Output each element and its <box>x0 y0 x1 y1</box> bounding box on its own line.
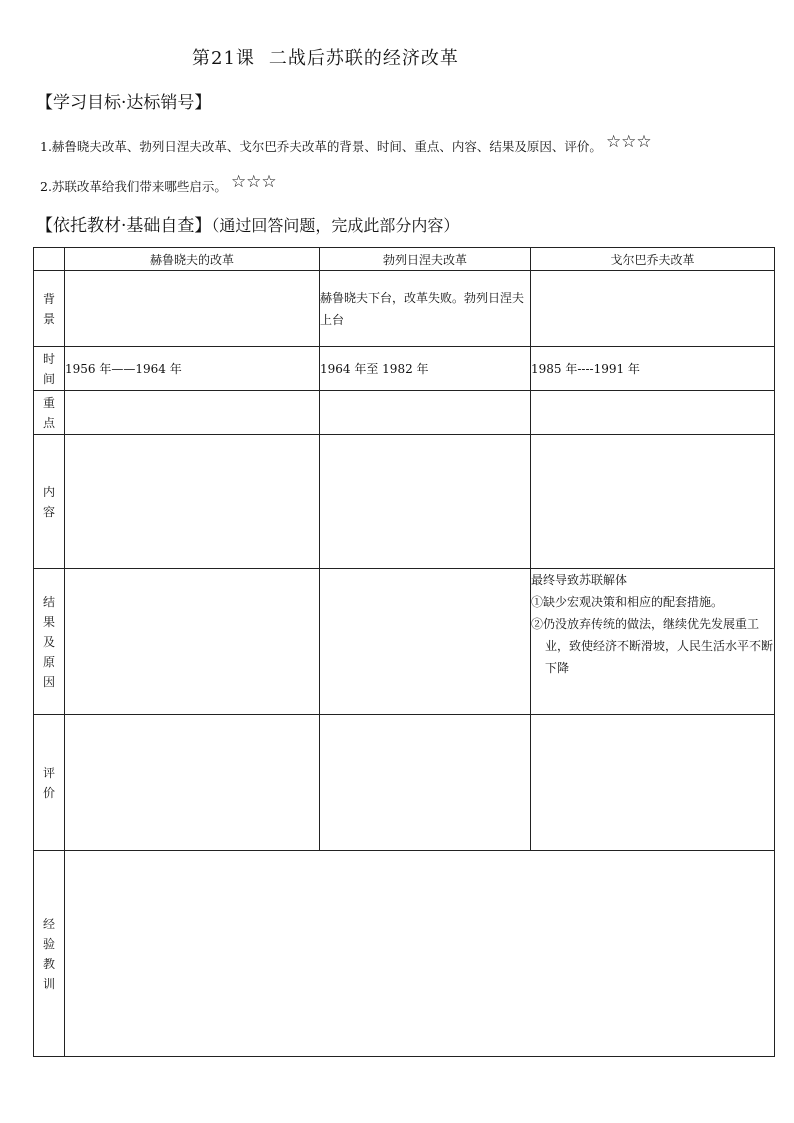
table-row-time <box>34 347 775 391</box>
cell-result-khrushchev[interactable] <box>65 569 320 715</box>
star-rating-icon: ☆☆☆ <box>230 172 277 192</box>
lesson-title: 二战后苏联的经济改革 <box>268 48 459 69</box>
header-corner <box>34 248 65 271</box>
result-line: ②仍没放弃传统的做法，继续优先发展重工业，致使经济不断滑坡，人民生活水平不断下降 <box>531 617 774 675</box>
cell-focus-brezhnev[interactable] <box>320 391 531 435</box>
cell-focus-khrushchev[interactable] <box>65 391 320 435</box>
objective-text: 2.苏联改革给我们带来哪些启示。 <box>40 179 227 194</box>
objective-item-1 <box>40 132 652 156</box>
table-row-result <box>34 569 775 715</box>
cell-time-gorbachev[interactable]: 1985 年----1991 年 <box>531 347 775 391</box>
row-label-background: 背 景 <box>34 271 65 347</box>
row-label-evaluation: 评 价 <box>34 715 65 851</box>
reform-comparison-table <box>33 247 775 1057</box>
selfcheck-note: （通过回答问题，完成此部分内容） <box>211 216 460 235</box>
selfcheck-title: 【依托教材·基础自查】 <box>36 216 212 236</box>
objective-item-2 <box>40 172 277 196</box>
cell-evaluation-brezhnev[interactable] <box>320 715 531 851</box>
cell-lessons[interactable] <box>65 851 775 1057</box>
table-header-row <box>34 248 775 271</box>
lesson-number: 第21课 <box>192 48 255 69</box>
cell-time-brezhnev[interactable]: 1964 年至 1982 年 <box>320 347 531 391</box>
header-brezhnev: 勃列日涅夫改革 <box>320 248 531 271</box>
row-label-lessons: 经 验 教 训 <box>34 851 65 1057</box>
cell-background-gorbachev[interactable] <box>531 271 775 347</box>
row-label-result: 结 果 及 原 因 <box>34 569 65 715</box>
table-row-evaluation <box>34 715 775 851</box>
cell-content-gorbachev[interactable] <box>531 435 775 569</box>
header-khrushchev: 赫鲁晓夫的改革 <box>65 248 320 271</box>
cell-background-brezhnev[interactable]: 赫鲁晓夫下台，改革失败。勃列日涅夫上台 <box>320 271 531 347</box>
row-label-content: 内 容 <box>34 435 65 569</box>
table-row-lessons <box>34 851 775 1057</box>
result-line: 最终导致苏联解体 <box>531 573 628 587</box>
row-label-focus: 重 点 <box>34 391 65 435</box>
cell-evaluation-khrushchev[interactable] <box>65 715 320 851</box>
cell-result-gorbachev[interactable] <box>531 569 775 715</box>
table-row-content <box>34 435 775 569</box>
star-rating-icon: ☆☆☆ <box>605 132 652 152</box>
page-title <box>192 44 459 70</box>
cell-background-khrushchev[interactable] <box>65 271 320 347</box>
cell-focus-gorbachev[interactable] <box>531 391 775 435</box>
cell-time-khrushchev[interactable]: 1956 年——1964 年 <box>65 347 320 391</box>
selfcheck-heading <box>36 211 459 236</box>
table-row-focus <box>34 391 775 435</box>
cell-content-khrushchev[interactable] <box>65 435 320 569</box>
cell-evaluation-gorbachev[interactable] <box>531 715 775 851</box>
objectives-heading: 【学习目标·达标销号】 <box>36 93 212 113</box>
result-line: ①缺少宏观决策和相应的配套措施。 <box>531 595 724 609</box>
row-label-time: 时 间 <box>34 347 65 391</box>
objective-text: 1.赫鲁晓夫改革、勃列日涅夫改革、戈尔巴乔夫改革的背景、时间、重点、内容、结果及原因、评价。 <box>40 139 602 154</box>
table-row-background <box>34 271 775 347</box>
cell-content-brezhnev[interactable] <box>320 435 531 569</box>
cell-result-brezhnev[interactable] <box>320 569 531 715</box>
header-gorbachev: 戈尔巴乔夫改革 <box>531 248 775 271</box>
